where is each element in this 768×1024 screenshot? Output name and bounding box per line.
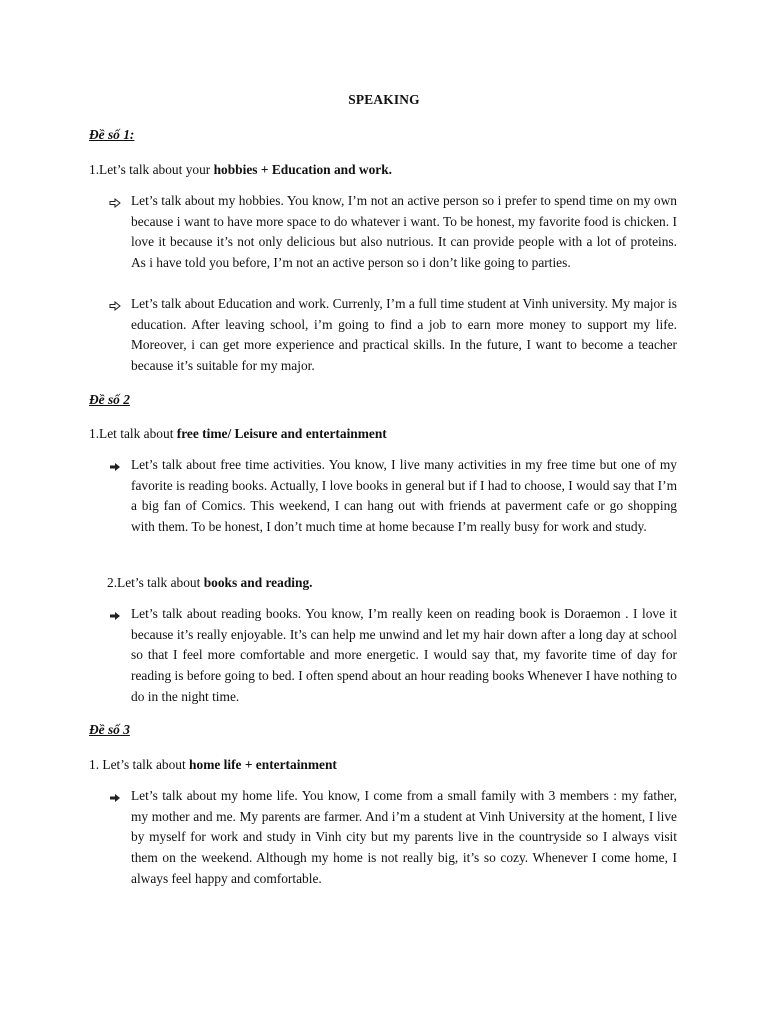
section-heading-3: Đề số 3 (89, 722, 130, 737)
answer-paragraph-hobbies: Let’s talk about my hobbies. You know, I’m not an active person so i prefer to spend time on my own because i want to have more space to do whatever i want. To be honest, my favorite food is chicken. I love it because it’s not only delicious but also nutrious. It can provide people with a lot of proteins. As i have told you before, I’m not an active person so i don’t like going to parties. (131, 193, 677, 271)
question-topic: hobbies + Education and work. (213, 162, 393, 177)
question-topic: books and reading. (203, 575, 313, 590)
question-2-2 (107, 575, 312, 591)
question-1-1 (89, 162, 392, 178)
question-topic: free time/ Leisure and entertainment (176, 426, 387, 441)
answer-paragraph-free-time: Let’s talk about free time activities. You know, I live many activities in my free time but one of my favorite is reading books. Actually, I love books in general but if I had to choose, I would say that I’m a big fan of Comics. This weekend, I can hang out with friends at paverment cafe or go shopping with them. To be honest, I don’t much time at home because I’m really busy for work and study. (131, 457, 677, 535)
arrow-bullet-icon (109, 461, 121, 473)
arrow-bullet-icon (109, 792, 121, 804)
question-prefix: 1.Let talk about (89, 426, 177, 441)
arrow-bullet-icon (109, 610, 121, 622)
question-prefix: 1.Let’s talk about your (89, 162, 214, 177)
question-prefix: 1. Let’s talk about (89, 757, 190, 772)
question-prefix: 2.Let’s talk about (107, 575, 204, 590)
section-heading-2: Đề số 2 (89, 392, 130, 407)
section-heading-1: Đề số 1: (89, 127, 135, 142)
question-2-1 (89, 426, 387, 442)
arrow-bullet-icon (109, 300, 121, 312)
answer-paragraph-reading: Let’s talk about reading books. You know, I’m really keen on reading book is Doraemon . I love it because it’s really enjoyable. It’s can help me unwind and let my hair down after a long day at school so that I feel more comfortable and more energetic. I would say that, my favorite time of day for reading is before going to bed. I often spend about an hour reading books Whenever I have nothing to do in the night time. (131, 606, 677, 704)
answer-paragraph-home-life: Let’s talk about my home life. You know, I come from a small family with 3 members : my father, my mother and me. My parents are farmer. And i’m a student at Vinh University at the homent, I live by myself for work and study in Vinh city but my parents live in the countryside so I always visit them on the weekend. Although my home is not really big, it’s so cozy. Whenever I come home, I always feel happy and comfortable. (131, 788, 677, 886)
question-3-1 (89, 757, 337, 773)
question-topic: home life + entertainment (189, 757, 337, 772)
answer-paragraph-education: Let’s talk about Education and work. Currenly, I’m a full time student at Vinh university. My major is education. After leaving school, i’m going to find a job to earn more money to support my life. Moreover, i can get more experience and practical skills. In the future, I want to become a teacher because it’s suitable for my major. (131, 296, 677, 374)
document-title: SPEAKING (348, 92, 420, 107)
arrow-bullet-icon (109, 197, 121, 209)
